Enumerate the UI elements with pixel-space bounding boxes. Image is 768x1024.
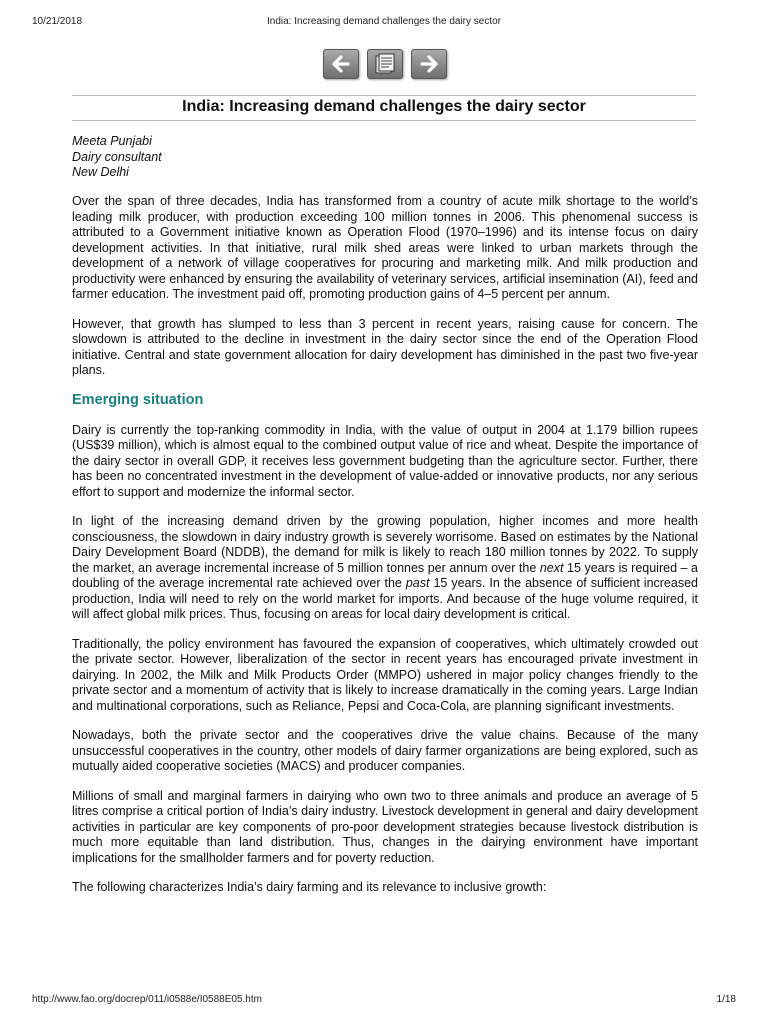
source-url: http://www.fao.org/docrep/011/i0588e/I0588E05.htm: [32, 994, 262, 1005]
navigation-bar: [0, 49, 768, 79]
author-role: Dairy consultant: [72, 149, 162, 164]
emphasis-past: past: [405, 576, 430, 590]
previous-button[interactable]: [323, 49, 359, 79]
page-number: 1/18: [716, 994, 736, 1005]
paragraph: Millions of small and marginal farmers in dairying who own two to three animals and produce an average of 5 litres comprise a critical portion of India’s dairy industry. Livestock development in general and dairy development activities in particular are key components of pro-poor development strategies because livestock distribution is much more equitable than land distribution. Thus, changes in the dairying environment have important implications for the smallholder farmers and for poverty reduction.: [72, 788, 698, 865]
paragraph: Nowadays, both the private sector and the cooperatives drive the value chains. Because of the many unsuccessful cooperatives in the country, other models of dairy farmer organizations are being explored, such as mutually aided cooperative societies (MACS) and producer companies.: [72, 728, 698, 773]
paragraph-text: In light of the increasing demand driven by the growing population, higher incomes and more health consciousness, the slowdown in dairy industry growth is severely worrisome. Based on estimates by the National Dairy Development Board (NDDB), the demand for milk is likely to reach 180 million tonnes by 2022. To supply the market, an average incremental increase of 5 million tonnes per annum over the: [72, 514, 698, 575]
document-icon: [368, 50, 402, 78]
contents-button[interactable]: [367, 49, 403, 79]
print-date: 10/21/2018: [32, 16, 83, 27]
document-title: India: Increasing demand challenges the dairy sector: [182, 98, 586, 115]
arrow-left-icon: [324, 50, 358, 78]
print-footer: [32, 994, 736, 1008]
paragraph: Traditionally, the policy environment has favoured the expansion of cooperatives, which ultimately crowded out the private sector. However, liberalization of the sector in recent years has encouraged private investment in dairying. In 2002, the Milk and Milk Products Order (MMPO) ushered in major policy changes friendly to the private sector and a momentum of activity that is likely to increase dramatically in the coming years. Large Indian and multinational corporations, such as Reliance, Pepsi and Coca-Cola, are planning significant investments.: [72, 636, 698, 713]
next-button[interactable]: [411, 49, 447, 79]
author-block: [72, 134, 162, 181]
author-location: New Delhi: [72, 165, 129, 179]
paragraph: Over the span of three decades, India has transformed from a country of acute milk shortage to the world’s leading milk producer, with production exceeding 100 million tonnes in 2006. This phenomenal success is attributed to a Government initiative known as Operation Flood (1970–1996) and its intense focus on dairy development activities. In that initiative, rural milk shed areas were linked to urban markets through the development of a network of village cooperatives for procuring and marketing milk. And milk production and productivity were enhanced by ensuring the availability of veterinary services, artificial insemination (AI), feed and farmer education. The investment paid off, promoting production gains of 4–5 percent per annum.: [72, 194, 699, 301]
title-rule-bottom: [72, 120, 696, 121]
print-page-title: India: Increasing demand challenges the dairy sector: [266, 16, 502, 27]
print-header: [32, 16, 736, 30]
paragraph: Dairy is currently the top-ranking commodity in India, with the value of output in 2004 at 1.179 billion rupees (US$39 million), which is almost equal to the combined output value of rice and wheat. Despite the importance of the dairy sector in overall GDP, it receives less government budgeting than the agriculture sector. Further, there has been no concentrated investment in the development of value-added or innovative products, nor any serious effort to support and modernize the informal sector.: [72, 422, 698, 499]
author-name: Meeta Punjabi: [72, 134, 152, 148]
paragraph-text: 15 years is required – a doubling of the average incremental rate achieved over the: [72, 560, 698, 590]
title-rule-top: [72, 95, 696, 96]
paragraph: [72, 514, 698, 623]
arrow-right-icon: [412, 50, 446, 78]
paragraph: However, that growth has slumped to less than 3 percent in recent years, raising cause for concern. The slowdown is attributed to the decline in investment in the dairy sector since the end of the Operation Flood initiative. Central and state government allocation for dairy development has diminished in the past two five-year plans.: [72, 316, 698, 377]
emphasis-next: next: [539, 560, 564, 575]
paragraph: The following characterizes India’s dairy farming and its relevance to inclusive growth:: [72, 880, 547, 894]
section-heading: Emerging situation: [72, 391, 204, 408]
article-body: [72, 194, 698, 910]
paragraph-text: 15 years. In the absence of sufficient increased production, India will need to rely on the world market for imports. And because of the huge volume required, it will affect global milk prices. Thus, focusing on areas for local dairy development is critical.: [72, 576, 698, 621]
